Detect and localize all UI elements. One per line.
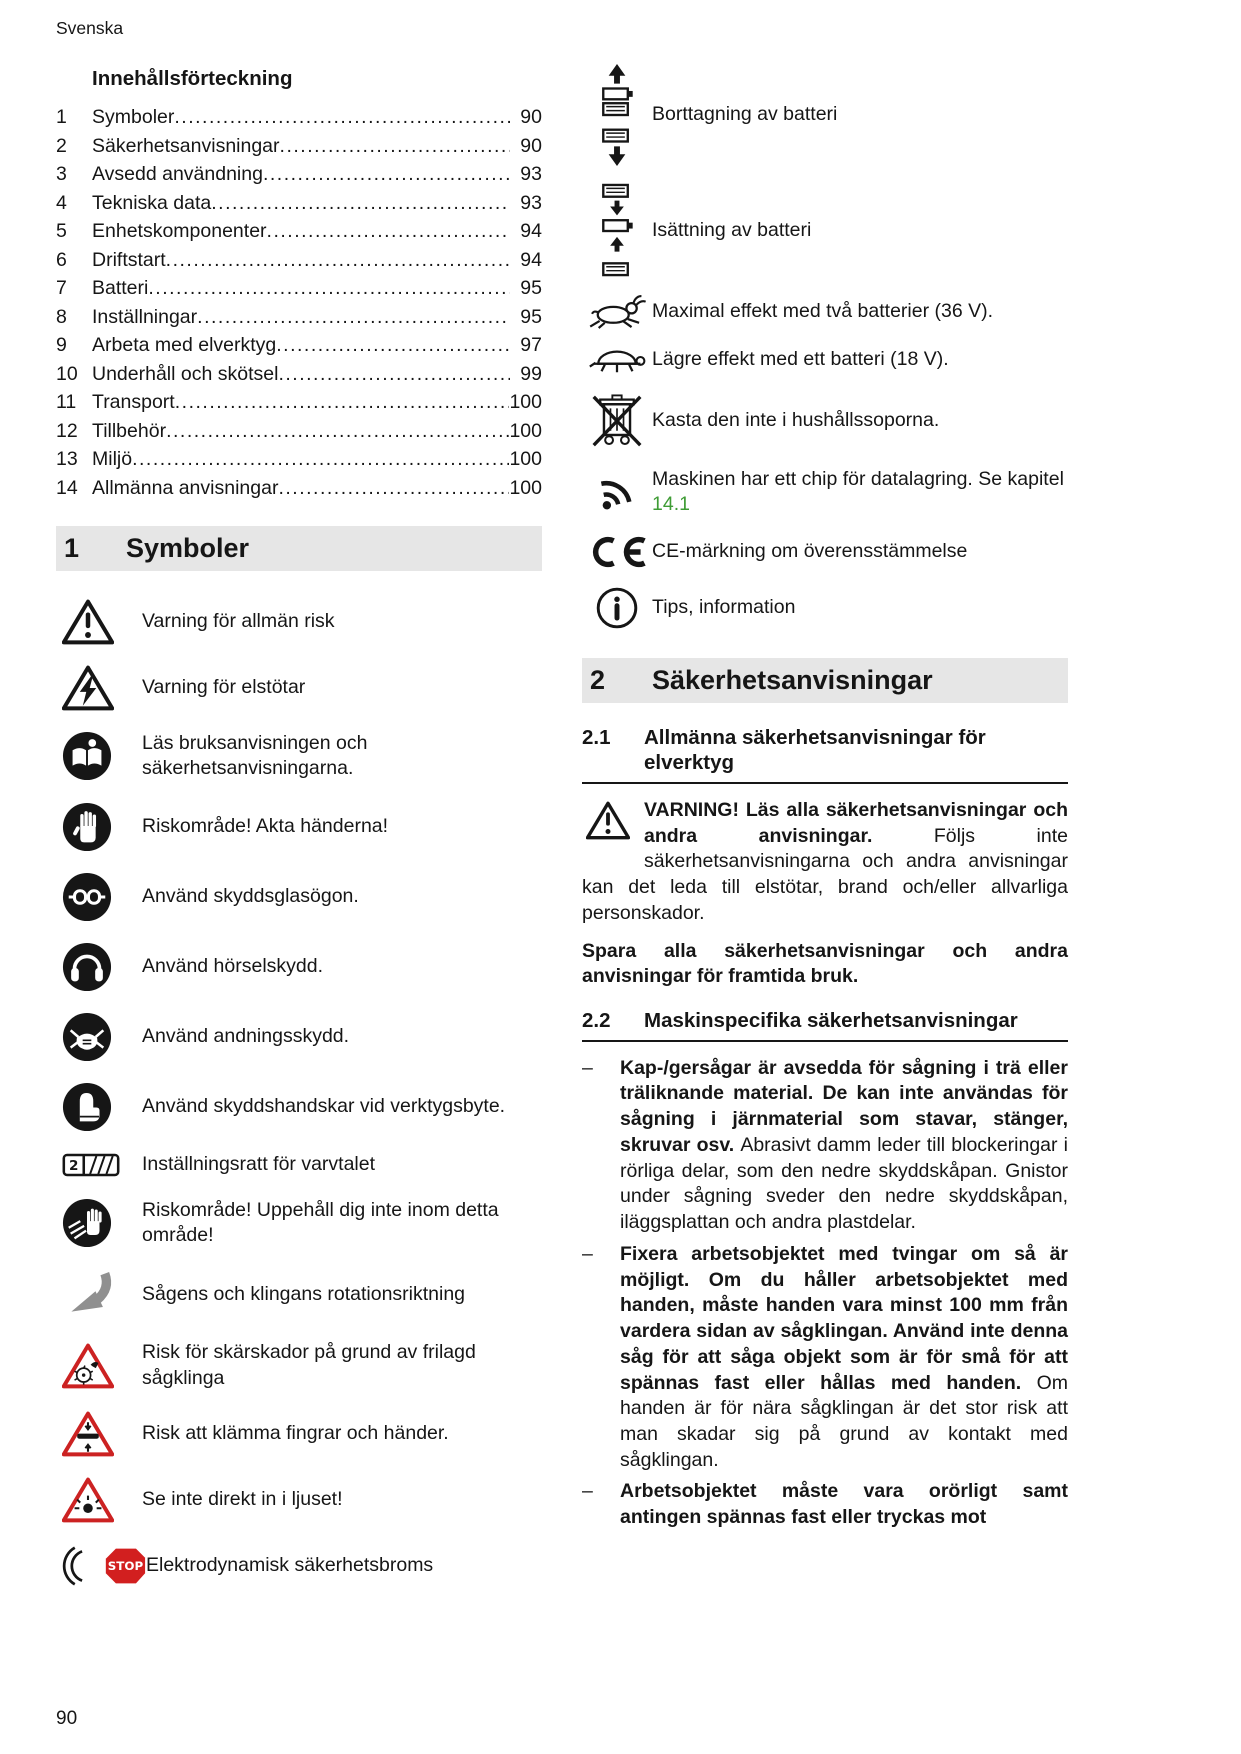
warning-paragraph [582, 798, 1068, 927]
toc-leader-dots [166, 417, 509, 446]
toc-leader-dots [175, 388, 510, 417]
symbol-row [582, 63, 1068, 167]
section-2-number: 2 [590, 664, 606, 695]
safety-brake-icon [56, 1543, 146, 1589]
data-chip-icon [582, 473, 652, 511]
bullet-text: Arbetsobjektet måste vara orörligt samt antingen spännas fast eller tryckas mot [620, 1480, 1068, 1529]
symbol-row [56, 1012, 542, 1062]
symbol-row [56, 1477, 542, 1523]
toc-entry-label: Tillbehör [92, 419, 167, 442]
cross-reference-link[interactable]: 14.1 [652, 493, 690, 516]
battery-insertion-icon [582, 183, 652, 279]
bullet-item [582, 1242, 1068, 1474]
toc-entry-label: Underhåll och skötsel [92, 362, 279, 385]
toc-entry-number: 10 [56, 362, 78, 385]
toc-entry[interactable] [56, 388, 542, 417]
danger-area-icon [56, 1198, 142, 1248]
symbol-description: Risk att klämma fingrar och händer. [142, 1422, 449, 1445]
toc-entry[interactable] [56, 303, 542, 332]
eye-protection-icon [56, 872, 142, 922]
toc-entry-number: 5 [56, 220, 67, 242]
subsection-2-1-heading [582, 725, 1068, 784]
toc-leader-dots [280, 132, 510, 161]
toc-entry-label: Symboler [92, 106, 175, 128]
symbol-description: Lägre effekt med ett batteri (18 V). [652, 348, 949, 371]
symbol-row [56, 872, 542, 922]
bullet-item [582, 1056, 1068, 1236]
toc-entry-number: 9 [56, 334, 67, 356]
subsection-2-2-heading [582, 1008, 1068, 1042]
section-1-number: 1 [64, 533, 80, 563]
symbol-row [56, 1152, 542, 1178]
symbol-description: Maskinen har ett chip för datalagring. Se kapitel 14.1 [652, 468, 1064, 516]
symbol-description: Se inte direkt in i ljuset! [142, 1488, 343, 1511]
symbol-row [582, 345, 1068, 375]
right-column [582, 63, 1068, 1609]
toc-entry[interactable] [56, 445, 542, 474]
warning-general-icon [56, 599, 142, 645]
toc-entry-label: Inställningar [92, 305, 198, 328]
toc-leader-dots [278, 360, 510, 389]
toc-leader-dots [132, 445, 509, 474]
toc-entry-number: 1 [56, 106, 67, 128]
left-column [56, 63, 542, 1609]
table-of-contents [56, 67, 542, 502]
toc-entry-page: 100 [509, 419, 542, 442]
toc-entry-page: 100 [509, 476, 542, 499]
toc-entry-number: 6 [56, 248, 67, 271]
symbol-row [56, 1411, 542, 1457]
symbol-description: Tips, information [652, 596, 796, 619]
symbol-description: Använd skyddsglasögon. [142, 885, 359, 908]
toc-entry-label: Miljö [92, 448, 133, 470]
toc-entry[interactable] [56, 331, 542, 360]
toc-list [56, 103, 542, 502]
toc-entry-label: Enhetskomponenter [92, 220, 267, 242]
toc-entry-page: 100 [509, 448, 542, 470]
section-2-heading [582, 658, 1068, 703]
symbol-list-left [56, 599, 542, 1589]
rotation-direction-icon [56, 1268, 142, 1320]
light-hazard-icon [56, 1477, 142, 1523]
toc-leader-dots [148, 274, 510, 303]
two-column-layout [56, 63, 1241, 1609]
symbol-row [582, 586, 1068, 630]
toc-entry-label: Säkerhetsanvisningar [92, 134, 280, 157]
toc-entry-page: 90 [520, 134, 542, 157]
toc-leader-dots [166, 246, 510, 275]
bullet-dash [582, 1056, 620, 1236]
symbol-row [56, 942, 542, 992]
svg-text:STOP: STOP [107, 1559, 144, 1574]
no-household-waste-icon [582, 391, 652, 451]
subsection-2-2-number: 2.2 [582, 1009, 611, 1033]
protective-gloves-icon [56, 1082, 142, 1132]
symbol-description: CE-märkning om överensstämmelse [652, 540, 968, 563]
ce-mark-icon [582, 534, 652, 570]
bullet-item [582, 1479, 1068, 1530]
toc-entry[interactable] [56, 103, 542, 132]
symbol-row [582, 391, 1068, 451]
symbol-description: Risk för skärskador på grund av frilagd sågklinga [142, 1341, 476, 1389]
symbol-row [56, 802, 542, 852]
toc-entry[interactable] [56, 217, 542, 246]
toc-entry-page: 100 [509, 391, 542, 413]
symbol-row [56, 731, 542, 782]
symbol-description: Elektrodynamisk säkerhetsbroms [146, 1554, 434, 1577]
toc-entry-page: 94 [520, 220, 542, 242]
toc-entry-number: 8 [56, 305, 67, 328]
subsection-2-1-number: 2.1 [582, 725, 611, 749]
page-number: 90 [56, 1708, 78, 1729]
toc-entry[interactable] [56, 160, 542, 189]
read-manual-icon [56, 731, 142, 781]
symbol-description: Riskområde! Uppehåll dig inte inom detta område! [142, 1198, 499, 1247]
keep-instructions-note: Spara alla säkerhetsanvisningar och andra anvisningar för framtida bruk. [582, 939, 1068, 988]
toc-entry-number: 4 [56, 191, 67, 214]
cut-hazard-icon [56, 1343, 142, 1389]
toc-entry[interactable] [56, 189, 542, 218]
bullet-dash [582, 1479, 620, 1530]
symbol-description: Använd andningsskydd. [142, 1025, 350, 1048]
symbol-row [56, 599, 542, 645]
toc-leader-dots [174, 103, 510, 132]
symbol-row [582, 534, 1068, 570]
symbol-description: Kasta den inte i hushållssoporna. [652, 409, 940, 432]
symbol-description: Maximal effekt med två batterier (36 V). [652, 300, 994, 323]
toc-leader-dots [276, 331, 510, 360]
toc-entry-page: 93 [520, 191, 542, 214]
toc-entry-number: 7 [56, 277, 67, 299]
toc-leader-dots [267, 217, 510, 246]
toc-entry-page: 99 [520, 362, 542, 385]
toc-entry-number: 11 [56, 391, 77, 413]
safety-bullet-list [582, 1056, 1068, 1531]
section-1-title: Symboler [126, 533, 250, 563]
toc-entry-label: Batteri [92, 277, 149, 299]
symbol-row [56, 1340, 542, 1391]
bullet-dash [582, 1242, 620, 1474]
toc-entry[interactable] [56, 274, 542, 303]
symbol-description: Varning för allmän risk [142, 610, 335, 633]
bullet-text: Fixera arbetsobjektet med tvingar om så är möjligt. Om du håller arbetsobjektet med handen, måste handen vara minst 100 mm från vardera sidan av sågklingan. Använd inte denna såg för att såga objekt som är för små för att spännas fast eller hållas med handen. Om handen är för nära sågklingan är det stor risk att man skadar sig på grund av kontakt med sågklingan. [620, 1242, 1068, 1471]
battery-removal-icon [582, 63, 652, 167]
svg-text:2: 2 [69, 1157, 79, 1174]
toc-entry[interactable] [56, 474, 542, 503]
toc-entry-label: Transport [92, 391, 175, 413]
toc-entry-page: 90 [520, 106, 542, 128]
toc-leader-dots [263, 160, 510, 189]
symbol-description: Sågens och klingans rotationsriktning [142, 1282, 466, 1305]
symbol-row [582, 183, 1068, 279]
toc-leader-dots [197, 303, 510, 332]
section-2-title: Säkerhetsanvisningar [652, 664, 933, 695]
toc-entry-page: 97 [520, 334, 542, 356]
bullet-text: Kap-/gersågar är avsedda för sågning i trä eller träliknande material. De kan inte användas för sågning i järnmaterial som stavar, stänger, skruvar osv. Abrasivt damm leder till blockeringar i rörliga delar, som den nedre skyddskåpan. Gnistor under sågning sveder den nedre skyddskåpan, iläggsplattan och andra plastdelar. [620, 1056, 1068, 1234]
warning-text: VARNING! Läs alla säkerhetsanvisningar och andra anvisningar. Följs inte säkerhetsanvisningarna och andra anvisningar kan det leda till elstötar, brand och/eller allvarliga personskador. [582, 798, 1068, 924]
breathing-protection-icon [56, 1012, 142, 1062]
toc-entry-number: 3 [56, 163, 67, 185]
toc-leader-dots [211, 189, 510, 218]
symbol-row [56, 1082, 542, 1132]
pinch-hazard-icon [56, 1411, 142, 1457]
ear-protection-icon [56, 942, 142, 992]
toc-entry[interactable] [56, 246, 542, 275]
symbol-description: Borttagning av batteri [652, 103, 838, 126]
toc-entry[interactable] [56, 360, 542, 389]
toc-entry-page: 95 [520, 305, 542, 328]
symbol-row [582, 467, 1068, 518]
symbol-row [56, 1198, 542, 1249]
toc-title: Innehållsförteckning [92, 67, 293, 90]
warning-general-icon [586, 801, 630, 848]
toc-entry-page: 95 [520, 277, 542, 299]
symbol-list-right [582, 63, 1068, 630]
symbol-row [56, 1268, 542, 1320]
speed-dial-icon [56, 1152, 142, 1178]
hare-icon [582, 295, 652, 329]
symbol-row [56, 1543, 542, 1589]
toc-entry-label: Tekniska data [92, 191, 212, 214]
symbol-row [582, 295, 1068, 329]
info-icon [582, 586, 652, 630]
toc-entry-number: 2 [56, 134, 67, 157]
toc-entry-page: 94 [520, 248, 542, 271]
subsection-2-1-title: Allmänna säkerhetsanvisningar för elverktyg [644, 725, 986, 775]
toc-entry-number: 13 [56, 448, 78, 470]
symbol-description: Läs bruksanvisningen och säkerhetsanvisningarna. [142, 732, 368, 780]
hand-hazard-icon [56, 802, 142, 852]
toc-entry[interactable] [56, 417, 542, 446]
toc-entry-label: Allmänna anvisningar [92, 476, 279, 499]
toc-entry[interactable] [56, 132, 542, 161]
symbol-description: Använd skyddshandskar vid verktygsbyte. [142, 1095, 506, 1118]
language-label: Svenska [56, 18, 124, 38]
symbol-row [56, 665, 542, 711]
toc-entry-label: Arbeta med elverktyg [92, 334, 277, 356]
turtle-icon [582, 345, 652, 375]
symbol-description: Varning för elstötar [142, 676, 306, 699]
symbol-description: Riskområde! Akta händerna! [142, 815, 389, 838]
toc-entry-number: 14 [56, 476, 78, 499]
symbol-description: Inställningsratt för varvtalet [142, 1153, 376, 1176]
toc-entry-page: 93 [520, 163, 542, 185]
toc-entry-label: Driftstart [92, 248, 166, 271]
subsection-2-2-title: Maskinspecifika säkerhetsanvisningar [644, 1009, 1018, 1033]
section-1-heading [56, 526, 542, 571]
toc-entry-number: 12 [56, 419, 78, 442]
symbol-description: Isättning av batteri [652, 219, 812, 242]
toc-leader-dots [278, 474, 509, 503]
symbol-description: Använd hörselskydd. [142, 955, 324, 978]
toc-entry-label: Avsedd användning [92, 163, 263, 185]
warning-electric-icon [56, 665, 142, 711]
